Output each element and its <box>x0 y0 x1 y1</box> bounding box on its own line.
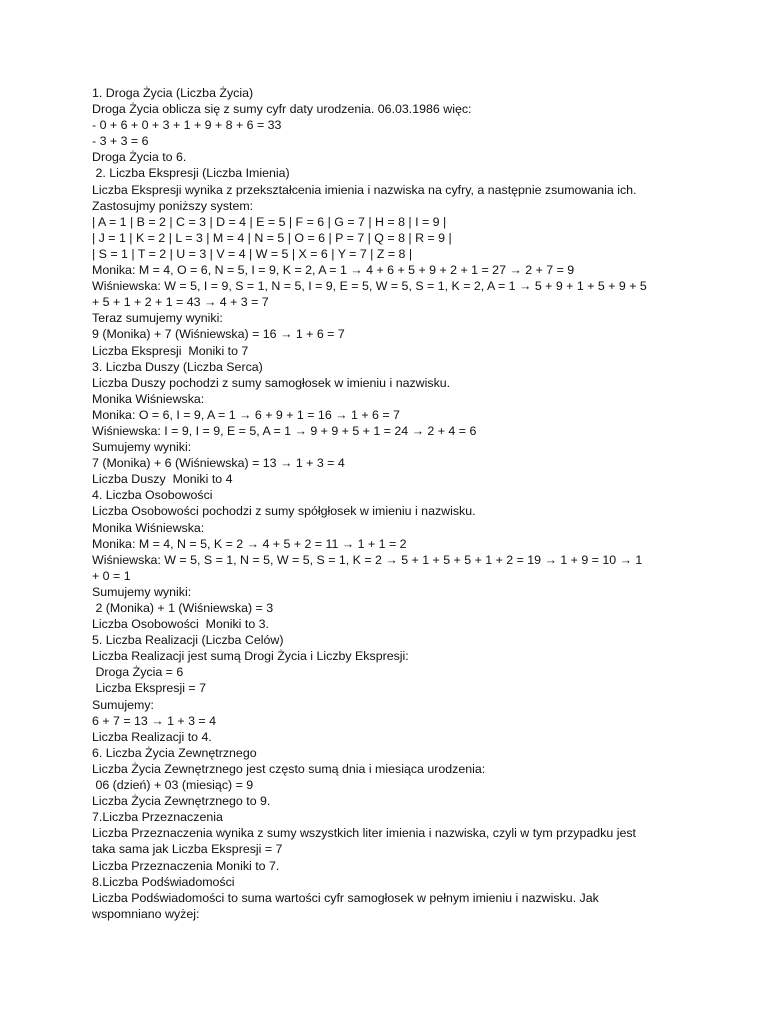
text-line: Liczba Duszy Moniki to 4 <box>92 472 233 487</box>
text-line: Sumujemy wyniki: <box>92 584 192 599</box>
text-line: + 5 + 1 + 2 + 1 = 43 → 4 + 3 = 7 <box>92 295 269 310</box>
text-line: Liczba Realizacji jest sumą Drogi Życia i Liczby Ekspresji: <box>92 649 409 664</box>
text-line: 3. Liczba Duszy (Liczba Serca) <box>92 359 263 374</box>
text-line: 2 (Monika) + 1 (Wiśniewska) = 3 <box>92 601 274 615</box>
text-line: Liczba Życia Zewnętrznego jest często sumą dnia i miesiąca urodzenia: <box>92 761 486 776</box>
text-line: Liczba Ekspresji = 7 <box>92 681 206 696</box>
text-line: 2. Liczba Ekspresji (Liczba Imienia) <box>92 166 290 181</box>
text-line: 1. Droga Życia (Liczba Życia) <box>92 86 254 100</box>
text-line: wspomniano wyżej: <box>92 906 200 921</box>
text-line: Monika: O = 6, I = 9, A = 1 → 6 + 9 + 1 = 16 → 1 + 6 = 7 <box>92 407 400 422</box>
text-line: Sumujemy: <box>92 697 154 712</box>
text-line: 4. Liczba Osobowości <box>92 488 213 503</box>
text-line: + 0 = 1 <box>92 568 131 583</box>
text-line: Monika Wiśniewska: <box>92 391 205 406</box>
text-line: Droga Życia oblicza się z sumy cyfr daty urodzenia. 06.03.1986 więc: <box>92 102 472 117</box>
text-line: Monika Wiśniewska: <box>92 520 205 535</box>
text-line: Zastosujmy poniższy system: <box>92 198 254 213</box>
text-line: Liczba Osobowości pochodzi z sumy spółgłosek w imieniu i nazwisku. <box>92 504 476 519</box>
text-line: Wiśniewska: W = 5, S = 1, N = 5, W = 5, S = 1, K = 2 → 5 + 1 + 5 + 5 + 1 + 2 = 19 → 1 + 9 = 10 → 1 <box>92 552 643 567</box>
text-line: Liczba Osobowości Moniki to 3. <box>92 617 269 632</box>
text-line: Liczba Ekspresji Moniki to 7 <box>92 343 249 358</box>
document-body <box>92 85 712 922</box>
text-line: 8.Liczba Podświadomości <box>92 874 235 889</box>
text-line: 7 (Monika) + 6 (Wiśniewska) = 13 → 1 + 3 = 4 <box>92 456 345 471</box>
text-line: Liczba Realizacji to 4. <box>92 729 212 744</box>
text-line: Liczba Podświadomości to suma wartości cyfr samogłosek w pełnym imieniu i nazwisku. Jak <box>92 890 599 905</box>
text-line: 5. Liczba Realizacji (Liczba Celów) <box>92 633 284 648</box>
text-line: Droga Życia to 6. <box>92 150 187 165</box>
text-line: Liczba Przeznaczenia Moniki to 7. <box>92 858 280 873</box>
text-line: 9 (Monika) + 7 (Wiśniewska) = 16 → 1 + 6 = 7 <box>92 327 345 342</box>
text-line: | S = 1 | T = 2 | U = 3 | V = 4 | W = 5 | X = 6 | Y = 7 | Z = 8 | <box>92 246 413 261</box>
text-line: Monika: M = 4, O = 6, N = 5, I = 9, K = 2, A = 1 → 4 + 6 + 5 + 9 + 2 + 1 = 27 → 2 + 7 = 9 <box>92 263 575 278</box>
text-line: Droga Życia = 6 <box>92 665 184 680</box>
text-line: Liczba Życia Zewnętrznego to 9. <box>92 794 271 809</box>
text-line: Wiśniewska: W = 5, I = 9, S = 1, N = 5, I = 9, E = 5, W = 5, S = 1, K = 2, A = 1 → 5 + 9 + 1 + 5 + 9 + 5 <box>92 279 647 294</box>
text-line: Liczba Ekspresji wynika z przekształcenia imienia i nazwiska na cyfry, a następnie zsumowania ich. <box>92 182 637 197</box>
text-line: Liczba Duszy pochodzi z sumy samogłosek w imieniu i nazwisku. <box>92 375 451 390</box>
text-line: Wiśniewska: I = 9, I = 9, E = 5, A = 1 → 9 + 9 + 5 + 1 = 24 → 2 + 4 = 6 <box>92 423 477 438</box>
text-line: | A = 1 | B = 2 | C = 3 | D = 4 | E = 5 | F = 6 | G = 7 | H = 8 | I = 9 | <box>92 214 447 229</box>
text-line: 06 (dzień) + 03 (miesiąc) = 9 <box>92 778 254 793</box>
text-line: Liczba Przeznaczenia wynika z sumy wszystkich liter imienia i nazwiska, czyli w tym przypadku jest <box>92 826 636 841</box>
text-line: taka sama jak Liczba Ekspresji = 7 <box>92 842 283 857</box>
text-line: - 0 + 6 + 0 + 3 + 1 + 9 + 8 + 6 = 33 <box>92 118 282 133</box>
text-line: - 3 + 3 = 6 <box>92 134 149 149</box>
text-line: Sumujemy wyniki: <box>92 440 192 455</box>
text-line: 7.Liczba Przeznaczenia <box>92 810 223 825</box>
text-line: | J = 1 | K = 2 | L = 3 | M = 4 | N = 5 | O = 6 | P = 7 | Q = 8 | R = 9 | <box>92 230 452 245</box>
text-line: Monika: M = 4, N = 5, K = 2 → 4 + 5 + 2 = 11 → 1 + 1 = 2 <box>92 536 407 551</box>
text-line: Teraz sumujemy wyniki: <box>92 311 223 326</box>
text-line: 6 + 7 = 13 → 1 + 3 = 4 <box>92 713 216 728</box>
text-line: 6. Liczba Życia Zewnętrznego <box>92 745 257 760</box>
